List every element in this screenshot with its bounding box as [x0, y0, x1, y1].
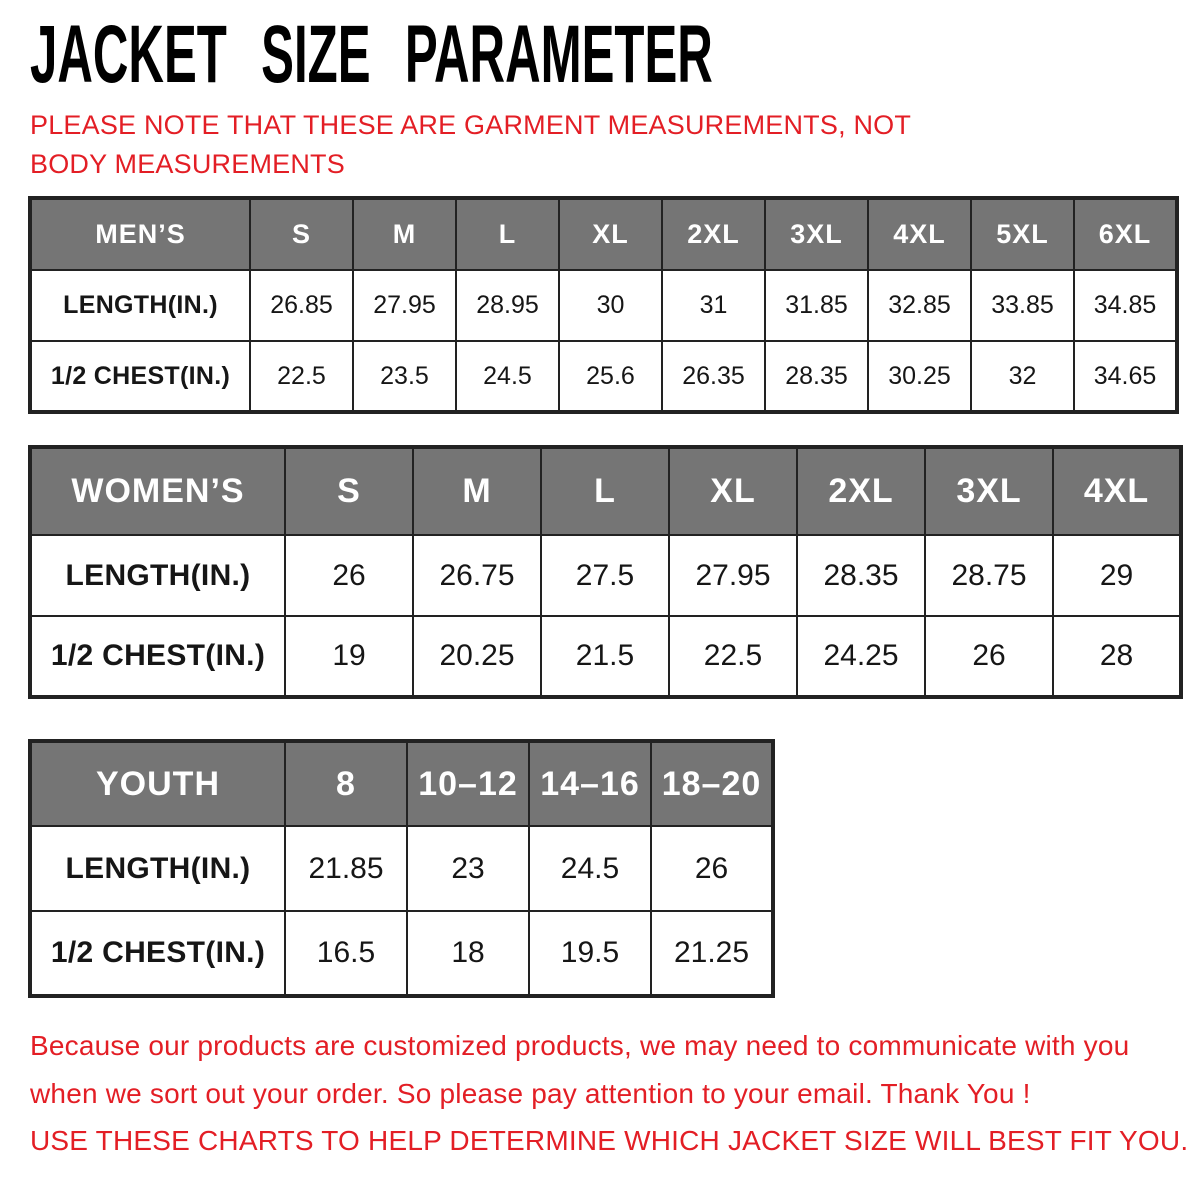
measurement-value: 28.35 [765, 341, 868, 412]
measurement-value: 32.85 [868, 270, 971, 341]
measurement-value: 31.85 [765, 270, 868, 341]
measurement-value: 26 [925, 616, 1053, 697]
youth-size-header: 10–12 [407, 741, 529, 826]
mens-size-header: 6XL [1074, 198, 1177, 270]
womens-data-row [30, 616, 1181, 697]
measurement-value: 26.85 [250, 270, 353, 341]
womens-size-header: 3XL [925, 447, 1053, 535]
measurement-value: 26 [285, 535, 413, 616]
mens-size-header: 4XL [868, 198, 971, 270]
mens-size-header: S [250, 198, 353, 270]
youth-header-row [30, 741, 773, 826]
womens-size-header: 2XL [797, 447, 925, 535]
measurement-value: 27.5 [541, 535, 669, 616]
youth-data-row [30, 826, 773, 911]
mens-size-header: 5XL [971, 198, 1074, 270]
womens-table-title: WOMEN’S [30, 447, 285, 535]
mens-data-row [30, 341, 1177, 412]
womens-size-header: L [541, 447, 669, 535]
measurement-value: 19.5 [529, 911, 651, 996]
mens-data-row [30, 270, 1177, 341]
measurement-value: 28.75 [925, 535, 1053, 616]
mens-size-header: XL [559, 198, 662, 270]
measurement-value: 32 [971, 341, 1074, 412]
womens-table [28, 445, 1183, 699]
womens-data-row [30, 535, 1181, 616]
mens-table-title: MEN’S [30, 198, 250, 270]
mens-size-header: L [456, 198, 559, 270]
measurement-value: 25.6 [559, 341, 662, 412]
measurement-value: 24.25 [797, 616, 925, 697]
measurement-value: 28 [1053, 616, 1181, 697]
measurement-value: 30.25 [868, 341, 971, 412]
measurement-value: 24.5 [529, 826, 651, 911]
measurement-value: 34.85 [1074, 270, 1177, 341]
youth-size-header: 8 [285, 741, 407, 826]
womens-size-header: XL [669, 447, 797, 535]
page-title: JACKET SIZE PARAMETER [30, 9, 713, 100]
measurement-value: 31 [662, 270, 765, 341]
womens-header-row [30, 447, 1181, 535]
measurement-label: LENGTH(IN.) [30, 826, 285, 911]
womens-size-header: S [285, 447, 413, 535]
measurement-value: 22.5 [669, 616, 797, 697]
mens-size-header: 2XL [662, 198, 765, 270]
measurement-value: 18 [407, 911, 529, 996]
garment-measurement-note: PLEASE NOTE THAT THESE ARE GARMENT MEASUREMENTS, NOT BODY MEASUREMENTS [30, 110, 911, 179]
measurement-value: 27.95 [353, 270, 456, 341]
measurement-value: 30 [559, 270, 662, 341]
youth-size-header: 14–16 [529, 741, 651, 826]
measurement-value: 19 [285, 616, 413, 697]
mens-table [28, 196, 1179, 414]
measurement-label: 1/2 CHEST(IN.) [30, 911, 285, 996]
youth-size-header: 18–20 [651, 741, 773, 826]
measurement-label: LENGTH(IN.) [30, 270, 250, 341]
mens-size-header: 3XL [765, 198, 868, 270]
measurement-value: 16.5 [285, 911, 407, 996]
measurement-label: 1/2 CHEST(IN.) [30, 341, 250, 412]
youth-table [28, 739, 775, 998]
measurement-label: 1/2 CHEST(IN.) [30, 616, 285, 697]
womens-size-table [28, 445, 1183, 699]
measurement-value: 26.35 [662, 341, 765, 412]
fit-advice: USE THESE CHARTS TO HELP DETERMINE WHICH JACKET SIZE WILL BEST FIT YOU. [30, 1125, 1189, 1156]
measurement-value: 21.5 [541, 616, 669, 697]
youth-table-title: YOUTH [30, 741, 285, 826]
measurement-value: 22.5 [250, 341, 353, 412]
measurement-value: 21.25 [651, 911, 773, 996]
measurement-value: 24.5 [456, 341, 559, 412]
womens-size-header: 4XL [1053, 447, 1181, 535]
measurement-label: LENGTH(IN.) [30, 535, 285, 616]
youth-size-table [28, 739, 775, 998]
mens-size-table [28, 196, 1179, 414]
mens-header-row [30, 198, 1177, 270]
measurement-value: 29 [1053, 535, 1181, 616]
measurement-value: 34.65 [1074, 341, 1177, 412]
measurement-value: 33.85 [971, 270, 1074, 341]
measurement-value: 26 [651, 826, 773, 911]
measurement-value: 28.95 [456, 270, 559, 341]
measurement-value: 27.95 [669, 535, 797, 616]
measurement-value: 20.25 [413, 616, 541, 697]
measurement-value: 21.85 [285, 826, 407, 911]
customization-notice: Because our products are customized products, we may need to communicate with you when we sort out your order. So please pay attention to your email. Thank You ! [30, 1030, 1130, 1109]
measurement-value: 23 [407, 826, 529, 911]
youth-data-row [30, 911, 773, 996]
measurement-value: 23.5 [353, 341, 456, 412]
measurement-value: 26.75 [413, 535, 541, 616]
measurement-value: 28.35 [797, 535, 925, 616]
womens-size-header: M [413, 447, 541, 535]
mens-size-header: M [353, 198, 456, 270]
